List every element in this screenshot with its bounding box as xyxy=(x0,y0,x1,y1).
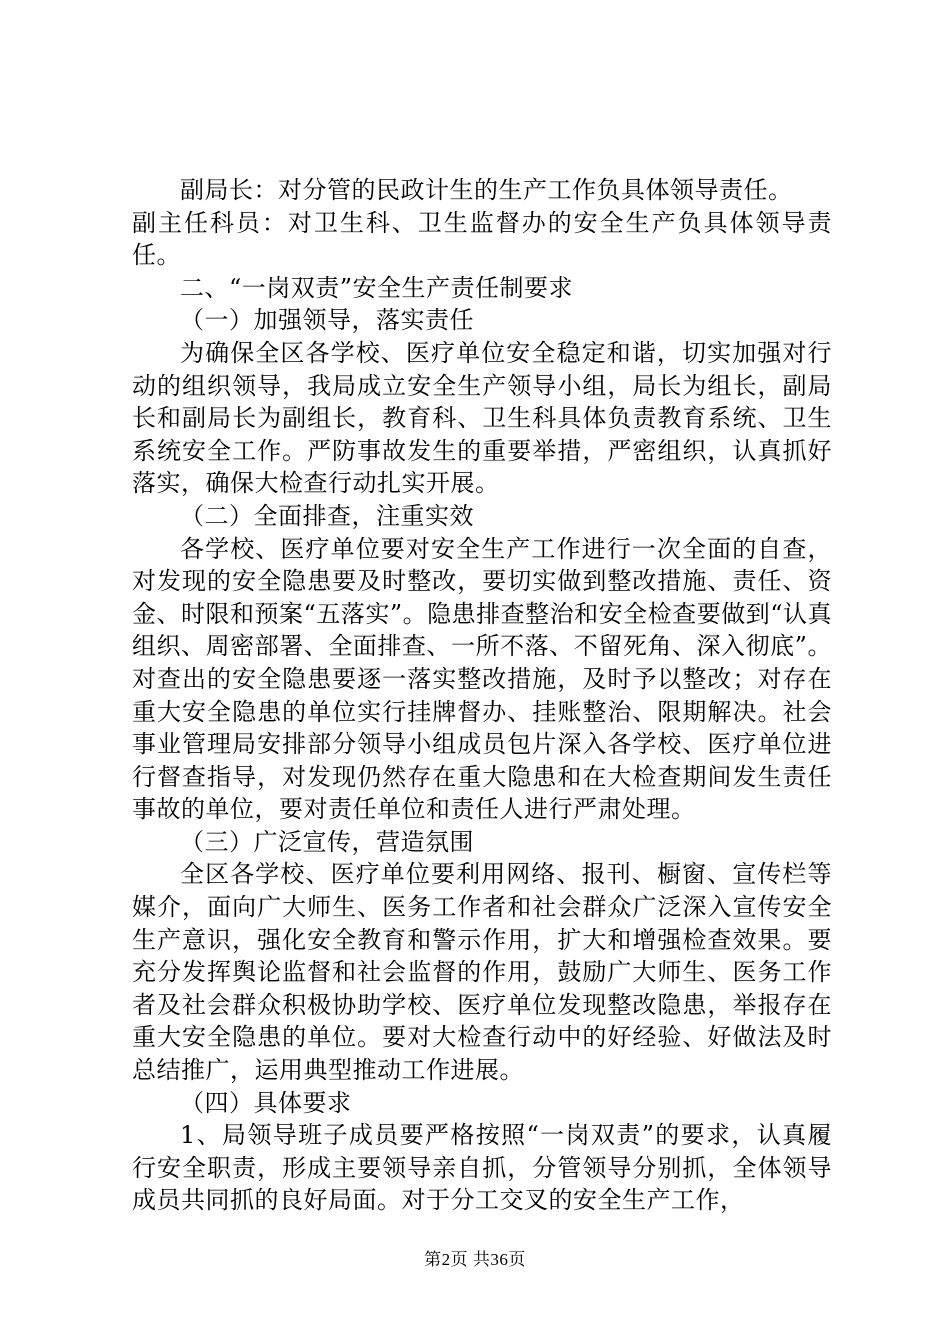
section-heading-2: 二、“一岗双责”安全生产责任制要求 xyxy=(180,273,574,302)
subheading-4: （四）具体要求 xyxy=(180,1088,352,1117)
subheading-3: （三）广泛宣传，营造氛围 xyxy=(180,827,474,856)
paragraph-deputy-chief: 副主任科员：对卫生科、卫生监督办的安全生产负具体领导责任。 xyxy=(132,208,832,270)
subheading-1: （一）加强领导，落实责任 xyxy=(180,306,474,335)
paragraph-leadership: 为确保全区各学校、医疗单位安全稳定和谐，切实加强对行动的组织领导，我局成立安全生产领导小组，局长为组长，副局长和副局长为副组长，教育科、卫生科具体负责教育系统、卫生系统安全工作。严防事故发生的重要举措，严密组织，认真抓好落实，确保大检查行动扎实开展。 xyxy=(132,338,832,498)
page-number: 第2页 共36页 xyxy=(424,1250,526,1269)
paragraph-requirement-1: 1、局领导班子成员要严格按照“一岗双责”的要求，认真履行安全职责，形成主要领导亲自抓，分管领导分别抓，全体领导成员共同抓的良好局面。对于分工交叉的安全生产工作， xyxy=(132,1121,832,1215)
document-body xyxy=(132,174,832,1217)
paragraph-inspection: 各学校、医疗单位要对安全生产工作进行一次全面的自查，对发现的安全隐患要及时整改，要切实做到整改措施、责任、资金、时限和预案“五落实”。隐患排查整治和安全检查要做到“认真组织、周密部署、全面排查、一所不落、不留死角、深入彻底”。对查出的安全隐患要逐一落实整改措施，及时予以整改；对存在重大安全隐患的单位实行挂牌督办、挂账整治、限期解决。社会事业管理局安排部分领导小组成员包片深入各学校、医疗单位进行督查指导，对发现仍然存在重大隐患和在大检查期间发生责任事故的单位，要对责任单位和责任人进行严肃处理。 xyxy=(132,534,832,824)
paragraph-deputy-director: 副局长：对分管的民政计生的生产工作负具体领导责任。 xyxy=(180,176,793,204)
subheading-2: （二）全面排查，注重实效 xyxy=(180,501,474,530)
paragraph-publicity: 全区各学校、医疗单位要利用网络、报刊、橱窗、宣传栏等媒介，面向广大师生、医务工作者和社会群众广泛深入宣传安全生产意识，强化安全教育和警示作用，扩大和增强检查效果。要充分发挥舆论监督和社会监督的作用，鼓励广大师生、医务工作者及社会群众积极协助学校、医疗单位发现整改隐患，举报存在重大安全隐患的单位。要对大检查行动中的好经验、好做法及时总结推广，运用典型推动工作进展。 xyxy=(132,860,832,1085)
